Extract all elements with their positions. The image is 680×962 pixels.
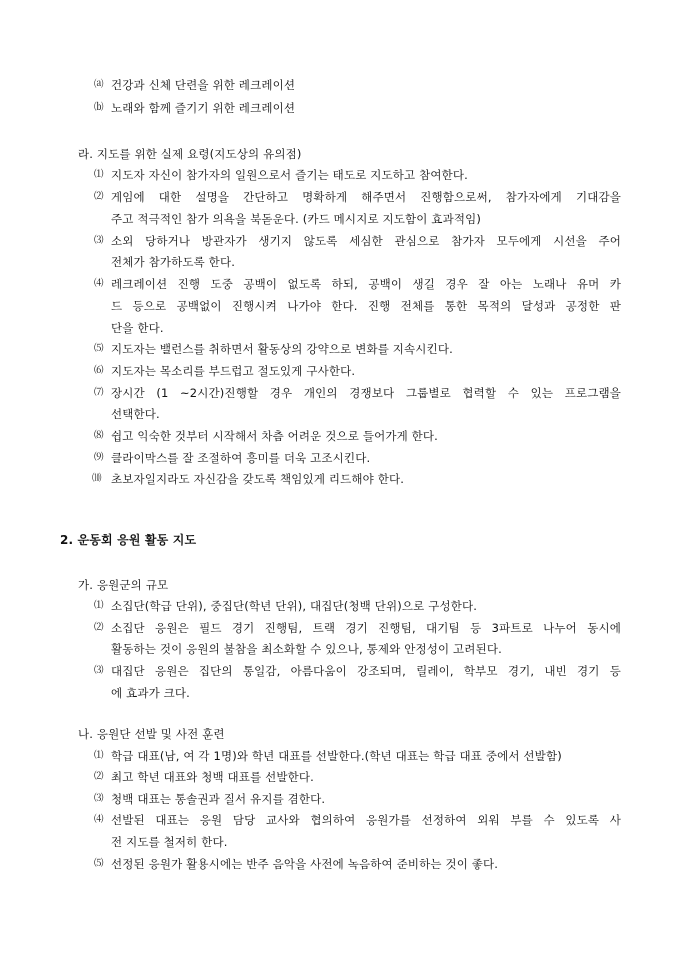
item-text: 노래와 함께 즐기기 위한 레크레이션 bbox=[111, 101, 296, 115]
item-text: 소외 당하거나 방관자가 생기지 않도록 세심한 관심으로 참가자 모두에게 시선을 주어 bbox=[111, 234, 621, 248]
item-text: 소집단 응원은 필드 경기 진행팀, 트랙 경기 진행팀, 대기팀 등 3파트로 나누어 동시에 bbox=[111, 621, 621, 635]
item-text: 초보자일지라도 자신감을 갖도록 책임있게 리드해야 한다. bbox=[111, 472, 405, 486]
item-number: ⑸ bbox=[94, 858, 104, 869]
item-number: ⒝ bbox=[94, 102, 104, 113]
item-number: ⑶ bbox=[94, 235, 104, 246]
item-number: ⑹ bbox=[94, 365, 104, 376]
item-text: 건강과 신체 단련을 위한 레크레이션 bbox=[111, 78, 296, 92]
item-number: ⑷ bbox=[94, 278, 104, 289]
item-number: ⑴ bbox=[94, 750, 104, 761]
item-text: 지도자는 목소리를 부드럽고 절도있게 구사한다. bbox=[111, 364, 356, 378]
item-text: 학급 대표(남, 여 각 1명)와 학년 대표를 선발한다.(학년 대표는 학급 대표 중에서 선발함) bbox=[111, 749, 562, 763]
item-number: ⑼ bbox=[94, 452, 104, 463]
item-number: ⑵ bbox=[94, 191, 104, 202]
item-text: 선발된 대표는 응원 담당 교사와 협의하여 응원가를 선정하여 외워 부를 수 있도록 사 bbox=[111, 813, 621, 827]
item-text: 지도자 자신이 참가자의 일원으로서 즐기는 태도로 지도하고 참여한다. bbox=[111, 168, 468, 182]
item-text: 지도자는 밸런스를 취하면서 활동상의 강약으로 변화를 지속시킨다. bbox=[111, 342, 453, 356]
item-number: ⑵ bbox=[94, 771, 104, 782]
item-number: ⑶ bbox=[94, 793, 104, 804]
item-text-continued: 전체가 참가하도록 한다. bbox=[111, 255, 236, 269]
item-text: 게임에 대한 설명을 간단하고 명확하게 해주면서 진행함으로써, 참가자에게 기대감을 bbox=[111, 190, 621, 204]
item-text: 소집단(학급 단위), 중집단(학년 단위), 대집단(청백 단위)으로 구성한다. bbox=[111, 599, 478, 613]
item-number: ⑴ bbox=[94, 169, 104, 180]
item-number: ⑺ bbox=[94, 387, 104, 398]
item-number: ⑸ bbox=[94, 343, 104, 354]
item-number: ⑻ bbox=[94, 430, 104, 441]
item-text-continued: 주고 적극적인 참가 의욕을 북돋운다. (카드 메시지로 지도함이 효과적임) bbox=[111, 212, 482, 226]
item-number: ⑵ bbox=[94, 622, 104, 633]
section-heading: 가. 응원군의 규모 bbox=[78, 578, 169, 592]
item-text-continued: 단을 한다. bbox=[111, 321, 164, 335]
item-text: 선정된 응원가 활용시에는 반주 음악을 사전에 녹음하여 준비하는 것이 좋다. bbox=[111, 857, 499, 871]
item-text: 클라이막스를 잘 조절하여 흥미를 더욱 고조시킨다. bbox=[111, 451, 371, 465]
item-number: ⑽ bbox=[92, 473, 102, 484]
section-heading: 나. 응원단 선발 및 사전 훈련 bbox=[78, 727, 225, 741]
chapter-heading: 2. 운동회 응원 활동 지도 bbox=[60, 533, 197, 547]
item-text-continued: 전 지도를 철저히 한다. bbox=[111, 835, 228, 849]
item-text: 청백 대표는 통솔권과 질서 유지를 겸한다. bbox=[111, 792, 326, 806]
item-number: ⒜ bbox=[94, 79, 104, 90]
item-text: 레크레이션 진행 도중 공백이 없도록 하되, 공백이 생길 경우 잘 아는 노래나 유머 카 bbox=[111, 277, 621, 291]
item-number: ⑶ bbox=[94, 665, 104, 676]
item-number: ⑷ bbox=[94, 814, 104, 825]
item-text-continued: 에 효과가 크다. bbox=[111, 686, 190, 700]
item-text: 장시간 (1 ~2시간)진행할 경우 개인의 경쟁보다 그룹별로 협력할 수 있는 프로그램을 bbox=[111, 386, 621, 400]
item-text: 최고 학년 대표와 청백 대표를 선발한다. bbox=[111, 770, 314, 784]
item-text-continued: 활동하는 것이 응원의 불참을 최소화할 수 있으나, 통제와 안정성이 고려된다. bbox=[111, 642, 502, 656]
item-text: 대집단 응원은 집단의 통일감, 아름다움이 강조되며, 릴레이, 학부모 경기, 내빈 경기 등 bbox=[111, 664, 621, 678]
item-text: 쉽고 익숙한 것부터 시작해서 차츰 어려운 것으로 들어가게 한다. bbox=[111, 429, 438, 443]
item-text-continued: 드 등으로 공백없이 진행시켜 나가야 한다. 진행 전체를 통한 목적의 달성과 공정한 판 bbox=[111, 299, 621, 313]
item-number: ⑴ bbox=[94, 600, 104, 611]
section-heading: 라. 지도를 위한 실제 요령(지도상의 유의점) bbox=[78, 147, 302, 161]
item-text-continued: 선택한다. bbox=[111, 407, 160, 421]
